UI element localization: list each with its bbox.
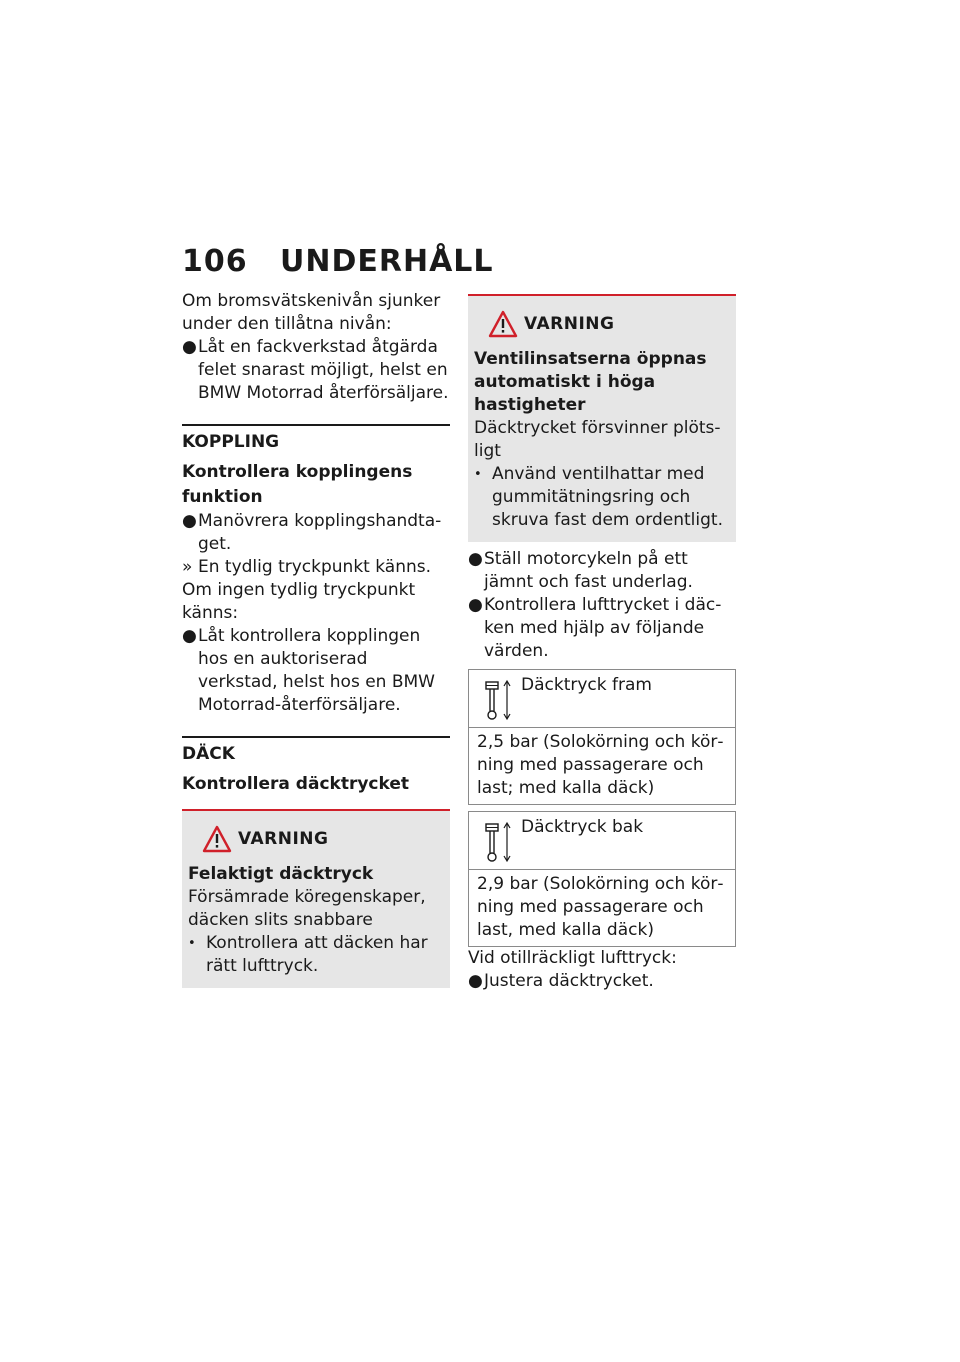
condition-text: Vid otillräckligt lufttryck: bbox=[468, 948, 677, 968]
condition-text: Om ingen tydlig tryckpunkt känns: bbox=[182, 580, 416, 623]
bullet-icon: ● bbox=[182, 337, 197, 357]
bullet-icon: • bbox=[474, 467, 482, 482]
warning-title: Felaktigt däcktryck bbox=[188, 864, 374, 884]
result-arrow-icon: » bbox=[182, 557, 193, 577]
tire-pressure-gauge-icon bbox=[483, 820, 515, 864]
section-heading-dack: DÄCK bbox=[182, 736, 450, 766]
list-item: • Kontrollera att däcken har rätt lufttryck. bbox=[188, 933, 428, 976]
list-item: ● Låt en fackverkstad åtgärda felet snarast möjligt, helst en BMW Motorrad återförsäljare. bbox=[182, 337, 449, 403]
warning-text: Däcktrycket försvinner plötsligt bbox=[474, 418, 721, 461]
intro-text: Om bromsvätskenivån sjunker under den tillåtna nivån: bbox=[182, 291, 441, 334]
bullet-icon: ● bbox=[182, 626, 197, 646]
list-item: ● Ställ motorcykeln på ett jämnt och fast underlag. bbox=[468, 549, 693, 592]
subheading-dack: Kontrollera däcktrycket bbox=[182, 774, 410, 794]
bullet-icon: ● bbox=[468, 549, 483, 569]
chapter-title: UNDERHÅLL bbox=[280, 244, 494, 279]
left-column bbox=[182, 290, 450, 988]
warning-label: VARNING bbox=[238, 829, 329, 849]
list-item: • Använd ventilhattar med gummitätningsring och skruva fast dem ordentligt. bbox=[474, 464, 723, 530]
warning-label: VARNING bbox=[524, 314, 615, 334]
warning-title: Ventilinsatserna öppnas automatiskt i höga hastigheter bbox=[474, 349, 707, 415]
tire-pressure-gauge-icon bbox=[483, 678, 515, 722]
spec-value-rear: 2,9 bar (Solokörning och körning med passagerare och last, med kalla däck) bbox=[477, 874, 724, 940]
bullet-icon: ● bbox=[468, 595, 483, 615]
warning-box bbox=[468, 294, 736, 542]
spec-label-rear: Däcktryck bak bbox=[521, 817, 644, 837]
warning-triangle-icon bbox=[202, 825, 232, 853]
right-column bbox=[468, 290, 736, 993]
spec-table-rear bbox=[468, 811, 736, 947]
bullet-icon: • bbox=[188, 936, 196, 951]
warning-box bbox=[182, 809, 450, 988]
warning-text: Försämrade köregenskaper, däcken slits snabbare bbox=[188, 887, 426, 930]
spec-table-front bbox=[468, 669, 736, 805]
subheading-koppling: Kontrollera kopplingens funktion bbox=[182, 462, 413, 507]
list-item: ● Låt kontrollera kopplingen hos en auktoriserad verkstad, helst hos en BMW Motorrad-återförsäljare. bbox=[182, 626, 435, 715]
list-item: ● Manövrera kopplingshandtaget. bbox=[182, 511, 442, 554]
warning-triangle-icon bbox=[488, 310, 518, 338]
spec-value-front: 2,5 bar (Solokörning och körning med passagerare och last; med kalla däck) bbox=[477, 732, 724, 798]
section-heading-koppling: KOPPLING bbox=[182, 424, 450, 454]
list-item: ● Justera däcktrycket. bbox=[468, 971, 654, 991]
list-item-result: » En tydlig tryckpunkt känns. bbox=[182, 557, 432, 577]
page-header bbox=[182, 244, 742, 284]
list-item: ● Kontrollera lufttrycket i däcken med hjälp av följande värden. bbox=[468, 595, 722, 661]
page-number: 106 bbox=[182, 244, 248, 279]
bullet-icon: ● bbox=[468, 971, 483, 991]
spec-label-front: Däcktryck fram bbox=[521, 675, 652, 695]
bullet-icon: ● bbox=[182, 511, 197, 531]
